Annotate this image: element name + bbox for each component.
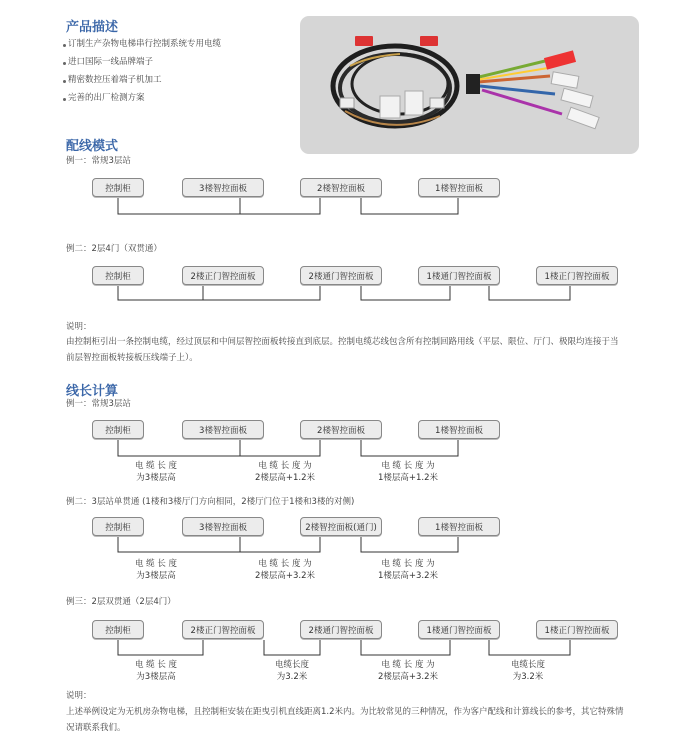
- floor2-panel-box: 2楼智控面板: [300, 420, 382, 439]
- floor2-front-panel-box: 2楼正门智控面板: [182, 266, 264, 285]
- wiring-example2-caption: 例二：2层4门（双贯通）: [66, 244, 162, 254]
- product-section-title: 产品描述: [66, 20, 119, 35]
- floor2-panel-box: 2楼智控面板: [300, 178, 382, 197]
- floor3-panel-box: 3楼智控面板: [182, 420, 264, 439]
- wiring-note-text: 由控制柜引出一条控制电缆，经过顶层和中间层智控面板转接直到底层。控制电缆芯线包含所有控制回路用线（平层、限位、厅门、极限均连接于当前层智控面板转接板压线端子上）。: [66, 337, 619, 363]
- feature-item: 订制生产杂物电梯串行控制系统专用电缆: [68, 39, 222, 49]
- floor2-through-panel-box: 2楼通门智控面板: [300, 620, 382, 639]
- control-cabinet-box: 控制柜: [92, 420, 144, 439]
- length-example2-caption: 例二：3层站单贯通 (1楼和3楼厅门方向相同，2楼厅门位于1楼和3楼的对侧): [66, 497, 355, 507]
- cable-length-label: 电缆长度 为3.2米: [510, 660, 545, 682]
- floor3-panel-box: 3楼智控面板: [182, 517, 264, 536]
- control-cabinet-box: 控制柜: [92, 620, 144, 639]
- cable-length-label: 电 缆 长 度 为 1楼层高+1.2米: [377, 461, 439, 483]
- floor1-panel-box: 1楼智控面板: [418, 517, 500, 536]
- floor1-front-panel-box: 1楼正门智控面板: [536, 620, 618, 639]
- cable-length-label: 电 缆 长 度 为 2楼层高+1.2米: [254, 461, 316, 483]
- length-note-text: 上述举例设定为无机房杂物电梯，且控制柜安装在距曳引机直线距离1.2米内。为比较常见的三种情况，作为客户配线和计算线长的参考，其它特殊情况请联系我们。: [66, 707, 624, 733]
- floor2-through-panel-box: 2楼通门智控面板: [300, 266, 382, 285]
- wiring-section-title: 配线模式: [66, 139, 119, 154]
- feature-item: 精密数控压着端子机加工: [68, 75, 162, 85]
- control-cabinet-box: 控制柜: [92, 178, 144, 197]
- floor1-front-panel-box: 1楼正门智控面板: [536, 266, 618, 285]
- wiring-example1-caption: 例一：常规3层站: [66, 156, 131, 166]
- floor1-through-panel-box: 1楼通门智控面板: [418, 620, 500, 639]
- length-example1-caption: 例一：常规3层站: [66, 399, 131, 409]
- length-note-title: 说明：: [66, 691, 92, 701]
- length-section-title: 线长计算: [66, 384, 119, 399]
- cable-length-label: 电 缆 长 度 为3楼层高: [134, 559, 178, 581]
- cable-length-label: 电 缆 长 度 为3楼层高: [134, 660, 178, 682]
- wiring-note-title: 说明：: [66, 322, 92, 332]
- control-cabinet-box: 控制柜: [92, 266, 144, 285]
- floor1-panel-box: 1楼智控面板: [418, 420, 500, 439]
- cable-length-label: 电 缆 长 度 为3楼层高: [134, 461, 178, 483]
- floor2-front-panel-box: 2楼正门智控面板: [182, 620, 264, 639]
- cable-length-label: 电缆长度 为3.2米: [274, 660, 309, 682]
- floor3-panel-box: 3楼智控面板: [182, 178, 264, 197]
- cable-length-label: 电 缆 长 度 为 2楼层高+3.2米: [377, 660, 439, 682]
- cable-length-label: 电 缆 长 度 为 1楼层高+3.2米: [377, 559, 439, 581]
- floor1-panel-box: 1楼智控面板: [418, 178, 500, 197]
- length-example3-caption: 例三：2层双贯通（2层4门）: [66, 597, 176, 607]
- floor2-through-panel-box: 2楼智控面板(通门): [300, 517, 382, 536]
- control-cabinet-box: 控制柜: [92, 517, 144, 536]
- feature-item: 完善的出厂检测方案: [68, 93, 145, 103]
- cable-length-label: 电 缆 长 度 为 2楼层高+3.2米: [254, 559, 316, 581]
- feature-item: 进口国际一线品牌端子: [68, 57, 154, 67]
- floor1-through-panel-box: 1楼通门智控面板: [418, 266, 500, 285]
